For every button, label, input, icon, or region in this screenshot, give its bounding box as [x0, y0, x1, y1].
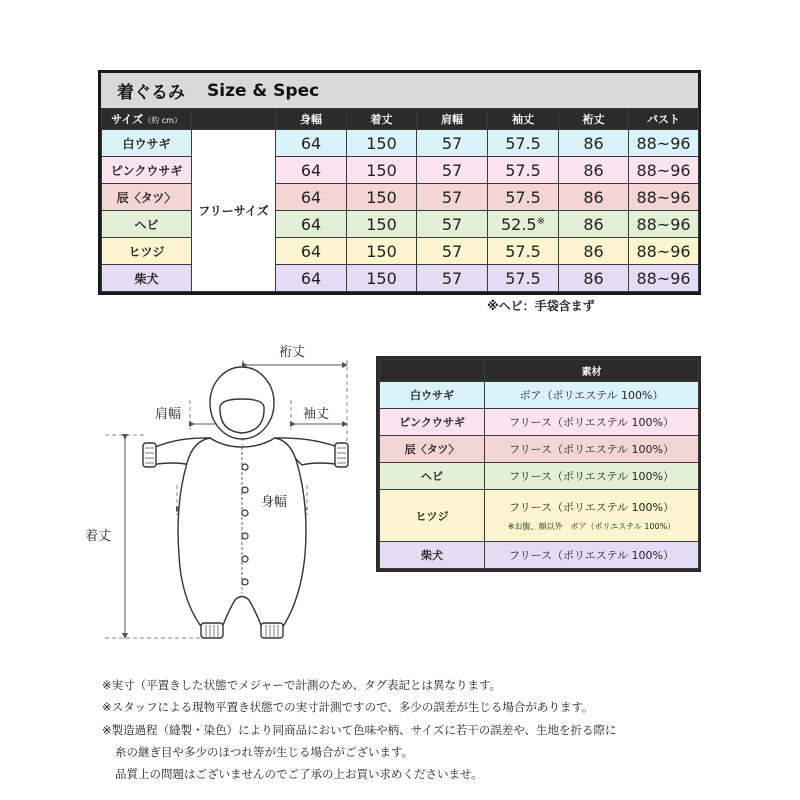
col-header-katahaba: 肩幅	[417, 109, 488, 130]
material-row-name: 白ウサギ	[380, 382, 485, 409]
garment-diagram	[85, 335, 365, 654]
spec-title-sub: Size & Spec	[207, 80, 320, 101]
footnote-2: ※スタッフによる現物平置き状態での実寸計測ですので、多少の誤差が生じる場合があります。	[102, 700, 594, 715]
spec-row-name: 柴犬	[102, 265, 192, 292]
spec-title	[101, 73, 698, 108]
spec-value: 57.5	[505, 160, 541, 180]
material-text: フリース（ポリエステル 100%）	[509, 443, 674, 456]
spec-value-cell	[629, 130, 699, 157]
footnote-1: ※実寸（平置きした状態でメジャーで計測のため、タグ表記とは異なります。	[102, 678, 502, 692]
spec-value-cell	[417, 130, 488, 157]
spec-row	[102, 265, 699, 292]
spec-value-cell	[629, 265, 699, 292]
spec-value-cell	[347, 130, 417, 157]
material-row	[380, 382, 699, 409]
spec-title-main: 着ぐるみ	[117, 83, 185, 103]
material-row-name: 柴犬	[380, 542, 485, 569]
spec-value: 150	[366, 241, 397, 261]
spec-value: 86	[583, 160, 604, 180]
spec-value: 150	[366, 268, 397, 288]
spec-body	[102, 130, 699, 292]
spec-value: 88~96	[636, 133, 691, 153]
spec-value: 57	[441, 214, 463, 234]
col-header-bust: バスト	[629, 109, 699, 130]
spec-value-cell	[276, 211, 347, 238]
spec-value-cell	[629, 157, 699, 184]
spec-value-cell	[629, 211, 699, 238]
footnotes	[102, 674, 616, 785]
spec-value: 88~96	[636, 187, 691, 207]
spec-value: 57.5	[505, 133, 541, 153]
spec-value: 64	[300, 133, 322, 153]
spec-value-cell	[276, 265, 347, 292]
spec-value: 150	[366, 214, 397, 234]
material-text: フリース（ポリエステル 100%）	[509, 549, 674, 562]
label-yukitake: 裄丈	[279, 345, 306, 360]
spec-row	[102, 184, 699, 211]
spec-value: 64	[300, 187, 322, 207]
spec-value-cell	[347, 265, 417, 292]
material-header: 素材	[485, 360, 699, 382]
spec-value: 57	[441, 160, 463, 180]
material-header-blank	[380, 360, 485, 382]
spec-value-cell	[276, 130, 347, 157]
spec-value-cell	[488, 211, 559, 238]
spec-value: 57.5	[505, 187, 541, 207]
spec-value: 64	[300, 268, 322, 288]
spec-value-cell	[347, 211, 417, 238]
material-cell	[485, 490, 699, 542]
spec-value: 86	[583, 214, 604, 234]
label-mihaba: 身幅	[261, 495, 288, 510]
size-header: サイズ（約 cm）	[102, 109, 192, 130]
spec-value-cell	[276, 157, 347, 184]
spec-value-cell	[417, 238, 488, 265]
material-grid	[379, 359, 699, 569]
label-kitake: 着丈	[85, 529, 112, 544]
spec-value: 88~96	[636, 160, 691, 180]
spec-value: 150	[366, 160, 397, 180]
spec-value-cell	[629, 184, 699, 211]
material-row	[380, 463, 699, 490]
material-text: ボア（ポリエステル 100%）	[519, 389, 664, 402]
spec-value: 88~96	[636, 214, 691, 234]
spec-value: 86	[583, 268, 604, 288]
spec-value-cell	[559, 265, 629, 292]
spec-row-name: ヒツジ	[102, 238, 192, 265]
material-body	[380, 382, 699, 569]
material-cell	[485, 542, 699, 569]
material-row-name: ヒツジ	[380, 490, 485, 542]
spec-value-cell	[417, 157, 488, 184]
material-header-row	[380, 360, 699, 382]
spec-row-name: 辰〈タツ〉	[102, 184, 192, 211]
material-row	[380, 409, 699, 436]
material-row	[380, 490, 699, 542]
material-table	[376, 356, 701, 572]
size-spec-table	[98, 70, 701, 295]
material-row-name: ヘビ	[380, 463, 485, 490]
material-text: フリース（ポリエステル 100%）	[509, 501, 674, 514]
spec-value: 64	[300, 214, 322, 234]
material-cell	[485, 463, 699, 490]
col-header-mihaba: 身幅	[276, 109, 347, 130]
spec-value: 64	[300, 241, 322, 261]
spec-grid	[101, 108, 699, 292]
material-text: フリース（ポリエステル 100%）	[509, 470, 674, 483]
spec-note: ※ヘビ：手袋含まず	[487, 299, 595, 313]
spec-row-name: ヘビ	[102, 211, 192, 238]
spec-value-cell	[347, 157, 417, 184]
spec-value-cell	[488, 238, 559, 265]
spec-value: 52.5	[500, 214, 537, 234]
material-cell	[485, 382, 699, 409]
spec-value: 57	[441, 133, 463, 153]
footnote-5: 品質上の問題はございませんのでご了承の上お買い求めくださいませ。	[115, 767, 483, 782]
spec-value-cell	[347, 238, 417, 265]
spec-value-cell	[488, 157, 559, 184]
spec-value: 57	[441, 187, 463, 207]
kigurumi-outline	[95, 335, 365, 650]
spec-row	[102, 130, 699, 157]
spec-value: 88~96	[636, 268, 691, 288]
label-sodetake: 袖丈	[303, 407, 330, 422]
spec-value: 86	[583, 187, 604, 207]
spec-value: 57.5	[505, 241, 541, 261]
spec-value-cell	[559, 157, 629, 184]
spec-value-cell	[417, 265, 488, 292]
material-row	[380, 542, 699, 569]
spec-value-cell	[559, 130, 629, 157]
material-row-name: 辰〈タツ〉	[380, 436, 485, 463]
spec-value-cell	[488, 184, 559, 211]
spec-value: 64	[300, 160, 322, 180]
col-header-sodetake: 袖丈	[488, 109, 559, 130]
spec-row-name: ピンクウサギ	[102, 157, 192, 184]
spec-row-name: 白ウサギ	[102, 130, 192, 157]
label-katahaba: 肩幅	[155, 407, 182, 422]
footnote-3: ※製造過程（縫製・染色）により同商品において色味や柄、サイズに若干の誤差や、生地を折る際に	[102, 722, 617, 737]
spec-value: 57.5	[505, 268, 541, 288]
free-size-cell: フリーサイズ	[192, 130, 276, 292]
spec-value-cell	[347, 184, 417, 211]
material-row	[380, 436, 699, 463]
spec-header-row	[102, 109, 699, 130]
note-mark: ※	[536, 215, 545, 227]
blank-header	[192, 109, 276, 130]
spec-value: 150	[366, 133, 397, 153]
material-row-name: ピンクウサギ	[380, 409, 485, 436]
spec-row	[102, 157, 699, 184]
material-cell	[485, 409, 699, 436]
spec-row	[102, 238, 699, 265]
spec-value: 57	[441, 268, 463, 288]
spec-value-cell	[488, 265, 559, 292]
spec-value: 150	[366, 187, 397, 207]
material-cell	[485, 436, 699, 463]
material-text: フリース（ポリエステル 100%）	[509, 416, 674, 429]
col-header-kitake: 着丈	[347, 109, 417, 130]
spec-value-cell	[559, 238, 629, 265]
spec-value-cell	[559, 211, 629, 238]
spec-value-cell	[417, 184, 488, 211]
spec-value-cell	[629, 238, 699, 265]
footnote-4: 糸の継ぎ目や多少のほつれ等が生じる場合がございます。	[115, 744, 414, 759]
spec-value: 86	[583, 133, 604, 153]
spec-value-cell	[276, 184, 347, 211]
spec-row	[102, 211, 699, 238]
spec-value: 86	[583, 241, 604, 261]
spec-value-cell	[417, 211, 488, 238]
spec-value: 57	[441, 241, 463, 261]
material-subnote: ※お腹、顔以外 ボア（ポリエステル 100%）	[507, 522, 676, 531]
spec-value-cell	[488, 130, 559, 157]
spec-value: 88~96	[636, 241, 691, 261]
spec-value-cell	[276, 238, 347, 265]
spec-value-cell	[559, 184, 629, 211]
col-header-yukitake: 裄丈	[559, 109, 629, 130]
